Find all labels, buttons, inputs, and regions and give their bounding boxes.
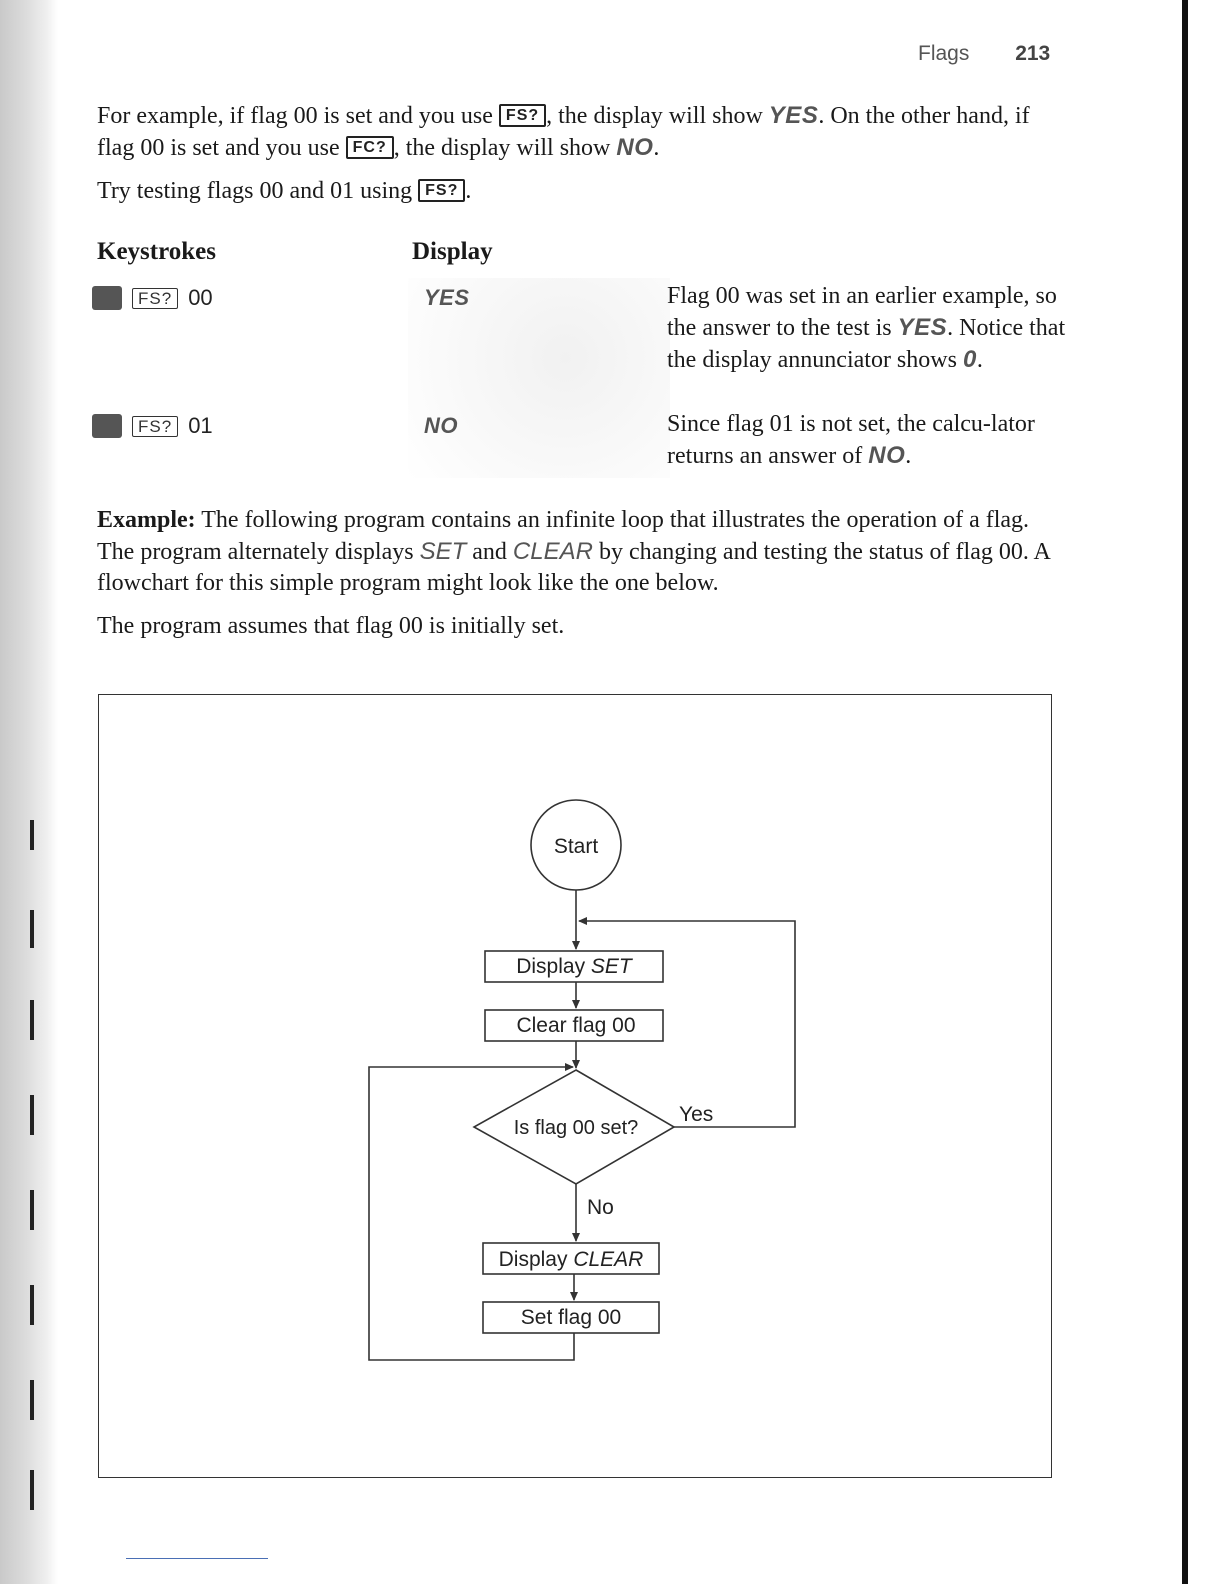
decision-label: Is flag 00 set? xyxy=(513,1117,639,1139)
note-text: Since flag 01 is not set, the calcu-lator returns an answer of xyxy=(667,411,1035,469)
clear-word: CLEAR xyxy=(573,1248,644,1271)
intro-text-3: . On the other hand, if flag 00 is set and you use xyxy=(97,103,1030,161)
note-display: NO xyxy=(868,442,906,469)
example-paragraph xyxy=(97,505,1057,599)
shift-key-icon xyxy=(92,286,122,310)
row-note-1 xyxy=(667,281,1077,376)
clear-flag-label: Clear flag 00 xyxy=(516,1014,636,1037)
fc-key: FC? xyxy=(346,136,394,159)
footer-rule xyxy=(126,1558,268,1559)
note-text: . xyxy=(905,443,912,469)
keystroke-row-2 xyxy=(92,413,213,439)
try-text-end: . xyxy=(465,178,472,204)
page-right-edge xyxy=(1178,0,1224,1584)
keystrokes-heading: Keystrokes xyxy=(97,238,216,265)
keystroke-row-1 xyxy=(92,285,213,311)
no-label: No xyxy=(587,1196,614,1219)
example-text: by changing and testing the status of flag 00. A flowchart for this simple program might look like the one below. xyxy=(97,539,1050,596)
flowchart xyxy=(99,695,1053,1479)
page-number: 213 xyxy=(1015,42,1051,65)
try-text: Try testing flags 00 and 01 using xyxy=(97,178,413,204)
display-clear: CLEAR xyxy=(512,538,593,565)
display-set: SET xyxy=(419,538,467,565)
intro-paragraph xyxy=(97,100,1057,164)
fs-key: FS? xyxy=(418,179,465,202)
yes-label: Yes xyxy=(679,1103,714,1126)
assumption-paragraph: The program assumes that flag 00 is initially set. xyxy=(97,613,565,639)
fs-key: FS? xyxy=(132,416,178,437)
set-flag-label: Set flag 00 xyxy=(520,1306,622,1329)
fs-key: FS? xyxy=(132,288,178,309)
fs-key: FS? xyxy=(499,104,546,127)
display-clear-label xyxy=(499,1248,644,1271)
example-text: and xyxy=(472,539,507,565)
note-text: . xyxy=(976,347,983,373)
intro-text-4: , the display will show xyxy=(393,135,611,161)
page-binding-shadow xyxy=(0,0,58,1584)
note-display: YES xyxy=(897,314,948,341)
try-paragraph xyxy=(97,176,1057,207)
display-yes: YES xyxy=(768,102,819,129)
flowchart-figure xyxy=(98,694,1052,1478)
section-title: Flags xyxy=(918,42,970,65)
display-word: Display xyxy=(516,955,586,978)
note-text: Flag 00 was set in an earlier example, so the answer to the test is xyxy=(667,283,1057,341)
display-heading: Display xyxy=(412,238,493,265)
key-argument: 00 xyxy=(188,285,213,310)
display-value: YES xyxy=(424,285,470,310)
start-label: Start xyxy=(553,835,599,858)
set-word: SET xyxy=(590,955,632,978)
display-no: NO xyxy=(616,134,654,161)
row-note-2 xyxy=(667,409,1077,472)
key-argument: 01 xyxy=(188,413,213,438)
running-header xyxy=(918,42,1050,66)
note-display: 0 xyxy=(962,346,977,373)
display-word: Display xyxy=(498,1248,568,1271)
shift-key-icon xyxy=(92,414,122,438)
display-set-label xyxy=(516,955,634,978)
example-text: The following program contains an infinite loop that illustrates the operation of a flag. The program alternately displays xyxy=(97,507,1030,565)
intro-text-2: , the display will show xyxy=(546,103,763,129)
intro-text-5: . xyxy=(653,135,660,161)
example-label: Example: xyxy=(97,507,196,533)
note-text: . Notice that the display annunciator shows xyxy=(667,315,1066,373)
intro-text-1: For example, if flag 00 is set and you use xyxy=(97,103,493,129)
display-value: NO xyxy=(424,413,458,438)
